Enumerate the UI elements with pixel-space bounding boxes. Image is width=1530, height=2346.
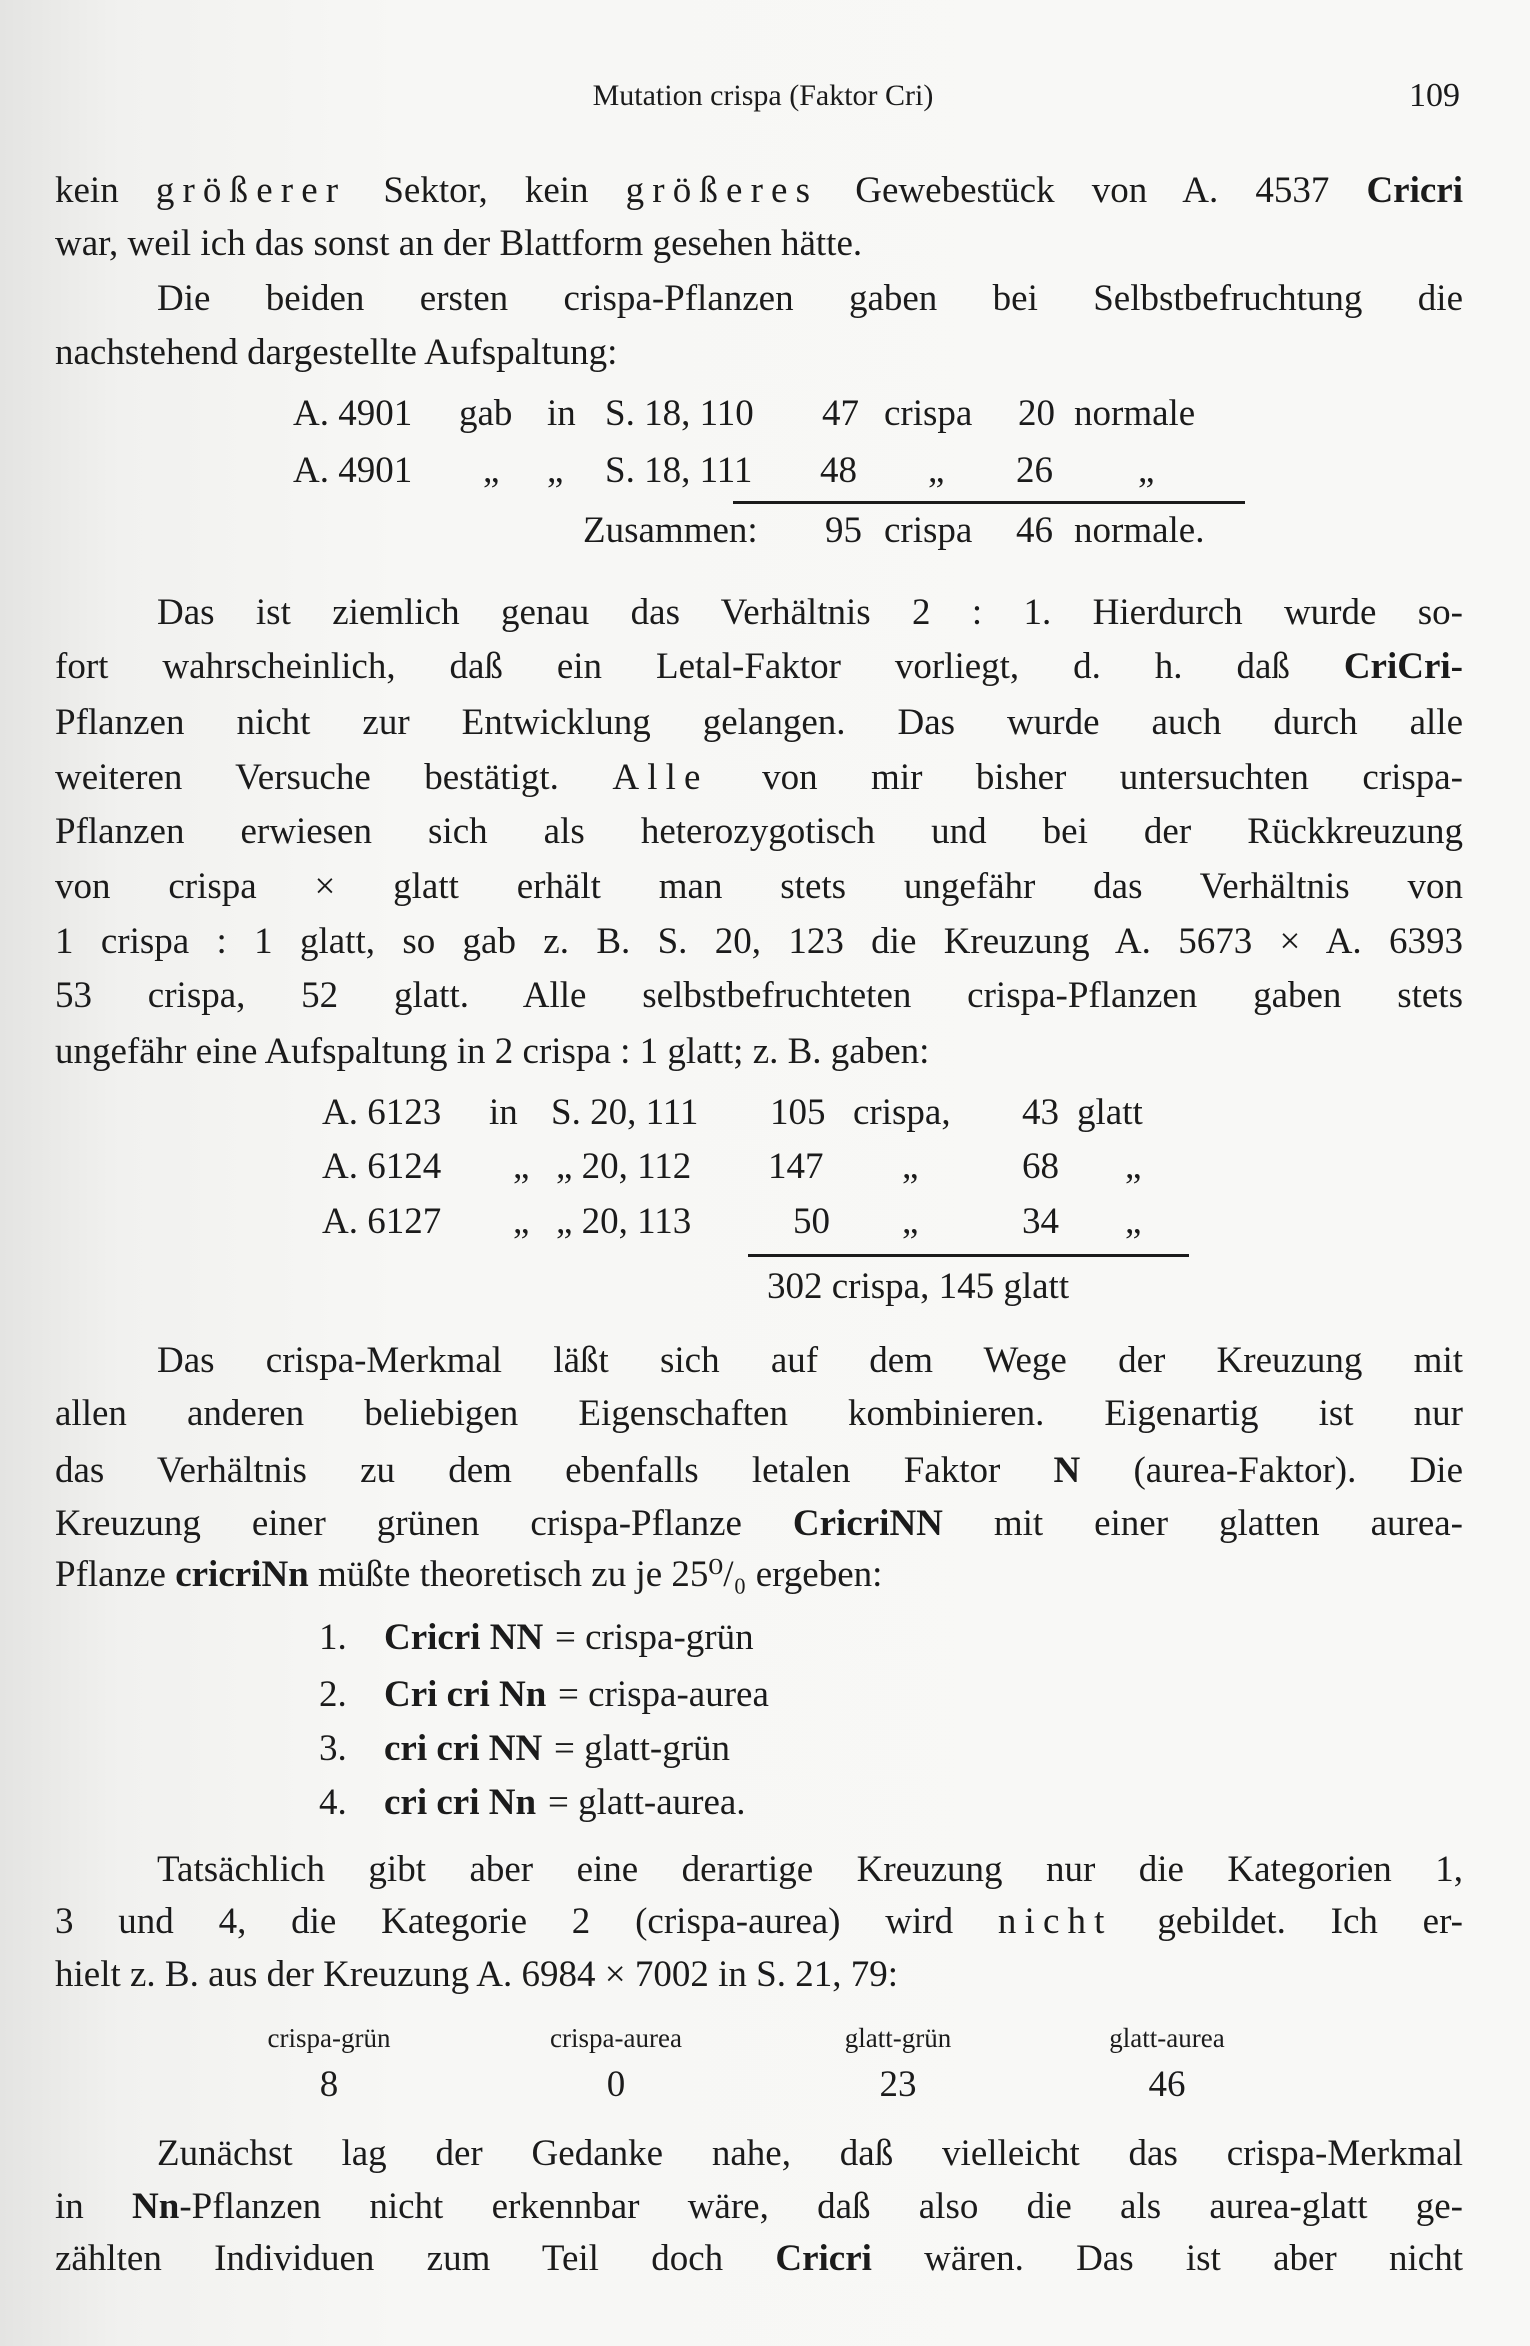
page-number: 109 bbox=[1409, 77, 1460, 114]
table2-cell: „ 20, 112 bbox=[556, 1146, 692, 1187]
genotype-result: = glatt-aurea. bbox=[548, 1782, 746, 1823]
genotype-symbol: cricriNn bbox=[175, 1554, 309, 1595]
table3-value: 23 bbox=[879, 2064, 917, 2105]
table2-cell: glatt bbox=[1077, 1092, 1143, 1133]
list-number: 3. bbox=[319, 1728, 347, 1769]
text-run: ungefähr eine Aufspaltung in 2 crispa : 1 glatt; z. B. gaben: bbox=[55, 1031, 930, 1072]
text-line bbox=[55, 805, 1463, 859]
list-number: 4. bbox=[319, 1782, 347, 1823]
table2-sum-rule bbox=[748, 1254, 1189, 1257]
text-run: gebildet. Ich er- bbox=[1112, 1901, 1463, 1942]
text-run: Die beiden ersten crispa-Pflanzen gaben bei Selbstbefruchtung die bbox=[157, 278, 1463, 319]
spaced-emphasis: nicht bbox=[997, 1901, 1113, 1942]
text-line bbox=[157, 1843, 1463, 1897]
table2-cell: 50 bbox=[793, 1201, 830, 1242]
table1-total-cell: crispa bbox=[884, 510, 973, 551]
table2-cell: „ bbox=[1125, 1201, 1142, 1242]
text-line bbox=[55, 2180, 1463, 2234]
table2-cell: A. 6123 bbox=[322, 1092, 442, 1133]
text-run: Pflanze bbox=[55, 1554, 176, 1595]
table2-cell: „ bbox=[902, 1201, 919, 1242]
table2-cell: crispa, bbox=[853, 1092, 951, 1133]
table3-value: 8 bbox=[319, 2064, 339, 2105]
table2-cell: 147 bbox=[768, 1146, 824, 1187]
table3-header: crispa-grün bbox=[267, 2023, 391, 2053]
text-run: nachstehend dargestellte Aufspaltung: bbox=[55, 332, 618, 373]
text-line bbox=[55, 969, 1463, 1023]
text-line bbox=[55, 640, 1463, 694]
genotype-result: = glatt-grün bbox=[554, 1728, 731, 1769]
text-run: Sektor, kein bbox=[346, 170, 626, 211]
table3-header: glatt-aurea bbox=[1109, 2023, 1225, 2053]
table2-cell: „ bbox=[902, 1146, 919, 1187]
genotype-symbol: CriCri- bbox=[1343, 646, 1463, 687]
text-line bbox=[55, 860, 1463, 914]
table1-total-cell: normale. bbox=[1074, 510, 1205, 551]
table3-header: glatt-grün bbox=[844, 2023, 952, 2053]
text-run: Pflanzen erwiesen sich als heterozygotisch und bei der Rückkreuzung bbox=[55, 811, 1463, 852]
text-line bbox=[55, 326, 1463, 380]
text-run: in bbox=[55, 2186, 133, 2227]
text-run: Tatsächlich gibt aber eine derartige Kreuzung nur die Kategorien 1, bbox=[157, 1849, 1463, 1890]
genotype-symbol: N bbox=[1053, 1450, 1081, 1491]
text-run: allen anderen beliebigen Eigenschaften kombinieren. Eigenartig ist nur bbox=[55, 1393, 1463, 1434]
list-number: 2. bbox=[319, 1674, 347, 1715]
table1-cell: crispa bbox=[884, 393, 973, 434]
genotype-formula: cri cri NN bbox=[384, 1728, 543, 1769]
table2-cell: „ 20, 113 bbox=[556, 1201, 692, 1242]
text-line bbox=[55, 696, 1463, 750]
text-run: fort wahrscheinlich, daß ein Letal-Faktor vorliegt, d. h. daß bbox=[55, 646, 1344, 687]
text-line bbox=[55, 1895, 1463, 1949]
table3-value: 0 bbox=[606, 2064, 626, 2105]
text-run: Das crispa-Merkmal läßt sich auf dem Wege der Kreuzung mit bbox=[157, 1340, 1463, 1381]
text-run: das Verhältnis zu dem ebenfalls letalen Faktor bbox=[55, 1450, 1054, 1491]
table2-cell: 68 bbox=[1022, 1146, 1059, 1187]
text-line bbox=[55, 1497, 1463, 1551]
text-line bbox=[157, 2127, 1463, 2181]
text-run: Zunächst lag der Gedanke nahe, daß vielleicht das crispa-Merkmal bbox=[157, 2133, 1463, 2174]
text-run: wären. Das ist aber nicht bbox=[871, 2238, 1463, 2279]
table1-cell: „ bbox=[483, 450, 500, 491]
text-line bbox=[55, 1025, 1463, 1079]
table1-cell: „ bbox=[547, 450, 564, 491]
genotype-symbol: CricriNN bbox=[792, 1503, 943, 1544]
table1-cell: 20 bbox=[1018, 393, 1055, 434]
text-line bbox=[157, 1334, 1463, 1388]
text-run: von mir bisher untersuchten crispa- bbox=[708, 757, 1463, 798]
text-run: zählten Individuen zum Teil doch bbox=[55, 2238, 776, 2279]
text-line bbox=[55, 1444, 1463, 1498]
text-line bbox=[55, 217, 1463, 271]
table2-cell: „ bbox=[1125, 1146, 1142, 1187]
text-run: 3 und 4, die Kategorie 2 (crispa-aurea) wird bbox=[55, 1901, 998, 1942]
table2-cell: 43 bbox=[1022, 1092, 1059, 1133]
text-line bbox=[55, 1948, 1463, 2002]
text-line bbox=[55, 1387, 1463, 1441]
table1-total-cell: Zusammen: bbox=[583, 510, 758, 551]
text-run: mit einer glatten aurea- bbox=[942, 1503, 1463, 1544]
running-title: Mutation crispa (Faktor Cri) bbox=[592, 79, 934, 112]
spaced-emphasis: größerer bbox=[155, 170, 347, 211]
text-run: von crispa × glatt erhält man stets ungefähr das Verhältnis von bbox=[55, 866, 1463, 907]
text-run: (aurea-Faktor). Die bbox=[1080, 1450, 1463, 1491]
genotype-formula: Cricri NN bbox=[384, 1617, 544, 1658]
text-run: war, weil ich das sonst an der Blattform gesehen hätte. bbox=[55, 223, 863, 264]
list-number: 1. bbox=[319, 1617, 347, 1658]
genotype-formula: Cri cri Nn bbox=[384, 1674, 547, 1715]
table1-total-cell: 95 bbox=[825, 510, 862, 551]
text-run: 53 crispa, 52 glatt. Alle selbstbefruchteten crispa-Pflanzen gaben stets bbox=[55, 975, 1463, 1016]
genotype-symbol: Cricri bbox=[775, 2238, 872, 2279]
text-run: kein bbox=[55, 170, 156, 211]
genotype-symbol: Nn bbox=[132, 2186, 180, 2227]
table3-header: crispa-aurea bbox=[550, 2023, 682, 2053]
table1-cell: gab bbox=[459, 393, 513, 434]
table1-cell: normale bbox=[1074, 393, 1196, 434]
table1-cell: 26 bbox=[1016, 450, 1053, 491]
table2-total: 302 crispa, 145 glatt bbox=[767, 1266, 1070, 1307]
table1-cell: A. 4901 bbox=[293, 393, 413, 434]
table2-cell: 34 bbox=[1022, 1201, 1059, 1242]
spaced-emphasis: größeres bbox=[625, 170, 819, 211]
table2-cell: in bbox=[489, 1092, 518, 1133]
text-line bbox=[157, 272, 1463, 326]
text-run: Kreuzung einer grünen crispa-Pflanze bbox=[55, 1503, 793, 1544]
table3-value: 46 bbox=[1148, 2064, 1186, 2105]
text-line bbox=[55, 751, 1463, 805]
text-run: -Pflanzen nicht erkennbar wäre, daß also die als aurea-glatt ge- bbox=[179, 2186, 1464, 2227]
genotype-result: = crispa-aurea bbox=[558, 1674, 769, 1715]
table2-cell: 105 bbox=[770, 1092, 826, 1133]
text-run: Pflanzen nicht zur Entwicklung gelangen. Das wurde auch durch alle bbox=[55, 702, 1463, 743]
spaced-emphasis: Alle bbox=[612, 757, 709, 798]
text-line bbox=[55, 915, 1463, 969]
text-line bbox=[157, 586, 1463, 640]
genotype-formula: cri cri Nn bbox=[384, 1782, 537, 1823]
text-run: weiteren Versuche bestätigt. bbox=[55, 757, 613, 798]
genotype-result: = crispa-grün bbox=[555, 1617, 754, 1658]
table1-cell: 48 bbox=[820, 450, 857, 491]
text-run: Gewebestück von A. 4537 bbox=[818, 170, 1367, 211]
text-line bbox=[55, 1548, 1463, 1602]
table1-cell: S. 18, 110 bbox=[605, 393, 754, 434]
text-line bbox=[55, 2232, 1463, 2286]
table2-cell: A. 6127 bbox=[322, 1201, 442, 1242]
text-run: müßte theoretisch zu je 25⁰/₀ ergeben: bbox=[308, 1554, 883, 1595]
table1-cell: „ bbox=[928, 450, 945, 491]
table1-cell: „ bbox=[1138, 450, 1155, 491]
table2-cell: A. 6124 bbox=[322, 1146, 442, 1187]
table1-cell: A. 4901 bbox=[293, 450, 413, 491]
text-run: 1 crispa : 1 glatt, so gab z. B. S. 20, 123 die Kreuzung A. 5673 × A. 6393 bbox=[55, 921, 1463, 962]
table2-cell: „ bbox=[513, 1146, 530, 1187]
table1-total-cell: 46 bbox=[1016, 510, 1053, 551]
table2-cell: S. 20, 111 bbox=[551, 1092, 699, 1133]
text-run: hielt z. B. aus der Kreuzung A. 6984 × 7002 in S. 21, 79: bbox=[55, 1954, 898, 1995]
table2-cell: „ bbox=[513, 1201, 530, 1242]
genotype-symbol: Cricri bbox=[1366, 170, 1463, 211]
text-line bbox=[55, 164, 1463, 218]
table1-cell: in bbox=[547, 393, 576, 434]
text-run: Das ist ziemlich genau das Verhältnis 2 : 1. Hierdurch wurde so- bbox=[157, 592, 1463, 633]
table1-cell: S. 18, 111 bbox=[605, 450, 753, 491]
table1-cell: 47 bbox=[822, 393, 859, 434]
